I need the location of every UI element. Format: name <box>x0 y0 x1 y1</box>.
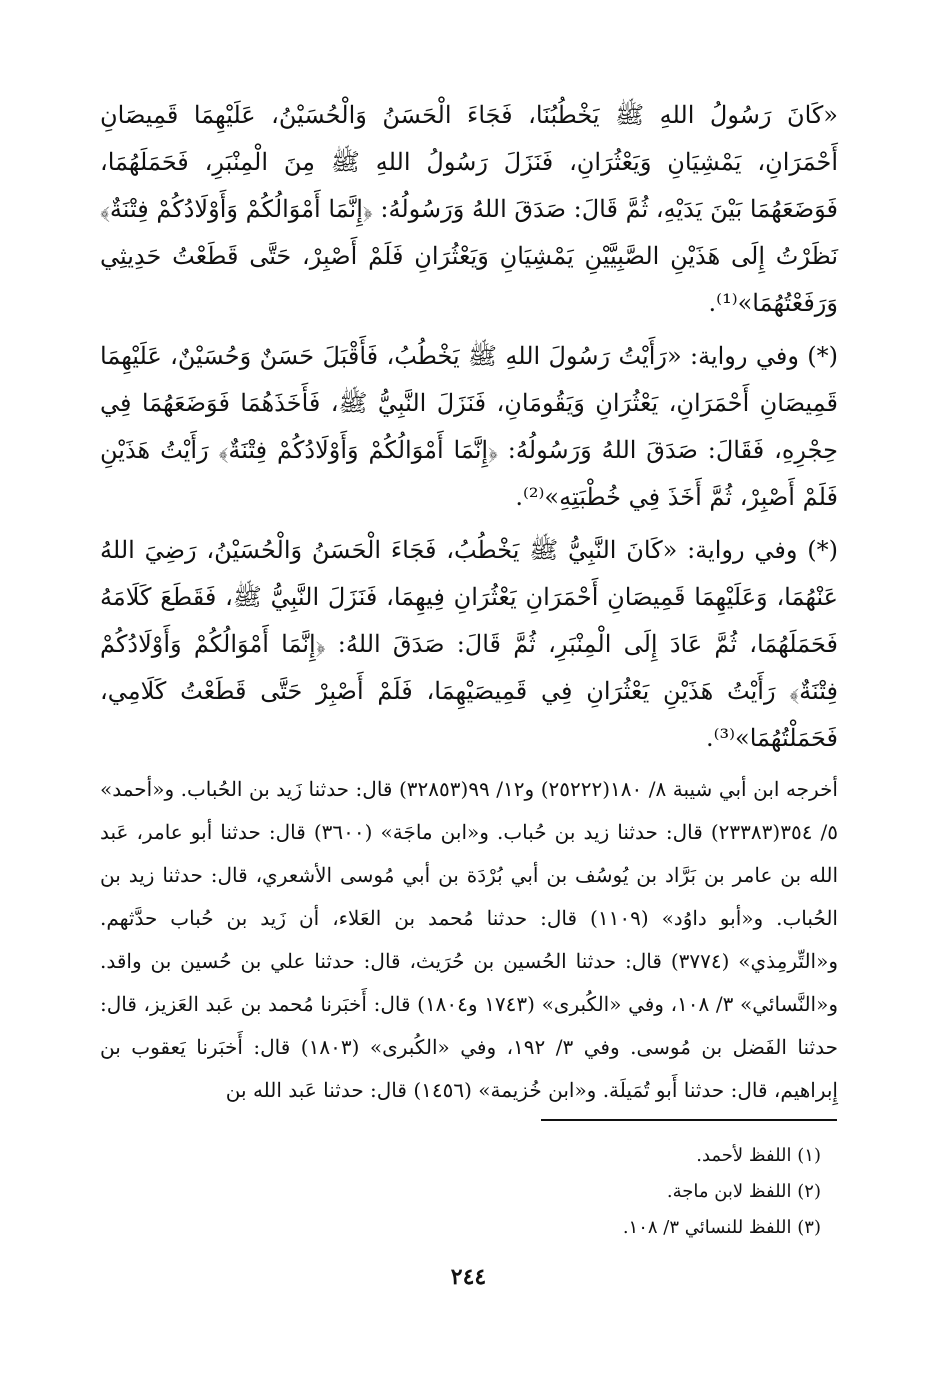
footnote-3: (٣) اللفظ للنسائي ٣/ ١٠٨. <box>622 1217 821 1238</box>
hadith-riwaya-paragraph: (*) وفي رواية: «رَأَيْتُ رَسُولَ اللهِ ﷺ يَخْطُبُ، فَأَقْبَلَ حَسَنٌ وَحُسَيْنٌ، عَلَيْهِمَا قَمِيصَانِ أَحْمَرَانِ، يَعْثُرَانِ وَيَقُومَانِ، فَنَزَلَ النَّبِيُّ ﷺ، فَأَخَذَهُمَا فَوَضَعَهُمَا فِي حِجْرِهِ، فَقَالَ: صَدَقَ اللهُ وَرَسُولُهُ: ﴿إِنَّمَا أَمْوَالُكُمْ وَأَوْلَادُكُمْ فِتْنَةٌ﴾ رَأَيْتُ هَذَيْنِ فَلَمْ أَصْبِرْ، ثُمَّ أَخَذَ فِي خُطْبَتِهِ»⁽²⁾. <box>100 342 838 511</box>
hadith-riwaya-paragraph: (*) وفي رواية: «كَانَ النَّبِيُّ ﷺ يَخْطُبُ، فَجَاءَ الْحَسَنُ وَالْحُسَيْنُ، رَضِيَ اللهُ عَنْهُمَا، وَعَلَيْهِمَا قَمِيصَانِ أَحْمَرَانِ يَعْثُرَانِ فِيهِمَا، فَنَزَلَ النَّبِيُّ ﷺ، فَقَطَعَ كَلَامَهُ فَحَمَلَهُمَا، ثُمَّ عَادَ إِلَى الْمِنْبَرِ، ثُمَّ قَالَ: صَدَقَ اللهُ: ﴿إِنَّمَا أَمْوَالُكُمْ وَأَوْلَادُكُمْ فِتْنَةٌ﴾ رَأَيْتُ هَذَيْنِ يَعْثُرَانِ فِي قَمِيصَيْهِمَا، فَلَمْ أَصْبِرْ حَتَّى قَطَعْتُ كَلَامِي، فَحَمَلْتُهُمَا»⁽³⁾. <box>100 536 838 752</box>
hadith-paragraph: «كَانَ رَسُولُ اللهِ ﷺ يَخْطُبُنَا، فَجَاءَ الْحَسَنُ وَالْحُسَيْنُ، عَلَيْهِمَا قَمِيصَانِ أَحْمَرَانِ، يَمْشِيَانِ وَيَعْثُرَانِ، فَنَزَلَ رَسُولُ اللهِ ﷺ مِنَ الْمِنْبَرِ، فَحَمَلَهُمَا، فَوَضَعَهُمَا بَيْنَ يَدَيْهِ، ثُمَّ قَالَ: صَدَقَ اللهُ وَرَسُولُهُ: ﴿إِنَّمَا أَمْوَالُكُمْ وَأَوْلَادُكُمْ فِتْنَةٌ﴾ نَظَرْتُ إِلَى هَذَيْنِ الصَّبِيَّيْنِ يَمْشِيَانِ وَيَعْثُرَانِ فَلَمْ أَصْبِرْ، حَتَّى قَطَعْتُ حَدِيثِي وَرَفَعْتُهُمَا»⁽¹⁾. <box>100 101 839 317</box>
footnote-1: (١) اللفظ لأحمد. <box>696 1145 821 1166</box>
page-number: ٢٤٤ <box>450 1264 487 1290</box>
footnote-divider <box>541 1119 837 1121</box>
main-text <box>100 92 838 1112</box>
footnote-2: (٢) اللفظ لابن ماجة. <box>666 1181 821 1202</box>
takhrij-paragraph: أخرجه ابن أبي شيبة ٨/ ١٨٠(٢٥٢٢٢) و١٢/ ٩٩(٣٢٨٥٣) قال: حدثنا زَيد بن الحُباب. و«أحمد» ٥/ ٣٥٤(٢٣٣٨٣) قال: حدثنا زيد بن حُباب. و«ابن ماجَة» (٣٦٠٠) قال: حدثنا أبو عامر، عَبد الله بن عامر بن بَرَّاد بن يُوسُف بن أبي بُرْدَة بن أبي مُوسى الأشعري، قال: حدثنا زيد بن الحُباب. و«أبو داوُد» (١١٠٩) قال: حدثنا مُحمد بن العَلاء، أن زَيد بن حُباب حدَّثهم. و«التِّرمِذي» (٣٧٧٤) قال: حدثنا الحُسين بن حُرَيث، قال: حدثنا علي بن حُسين بن واقد. و«النَّسائي» ٣/ ١٠٨، وفي «الكُبرى» (١٧٤٣ و١٨٠٤) قال: أَخبَرنا مُحمد بن عَبد العَزيز، قال: حدثنا الفَضل بن مُوسى. وفي ٣/ ١٩٢، وفي «الكُبرى» (١٨٠٣) قال: أَخبَرنا يَعقوب بن إِبراهيم، قال: حدثنا أَبو تُمَيلَة. و«ابن خُزيمة» (١٤٥٦) قال: حدثنا عَبد الله بن <box>100 777 838 1102</box>
footnotes <box>221 1138 821 1246</box>
